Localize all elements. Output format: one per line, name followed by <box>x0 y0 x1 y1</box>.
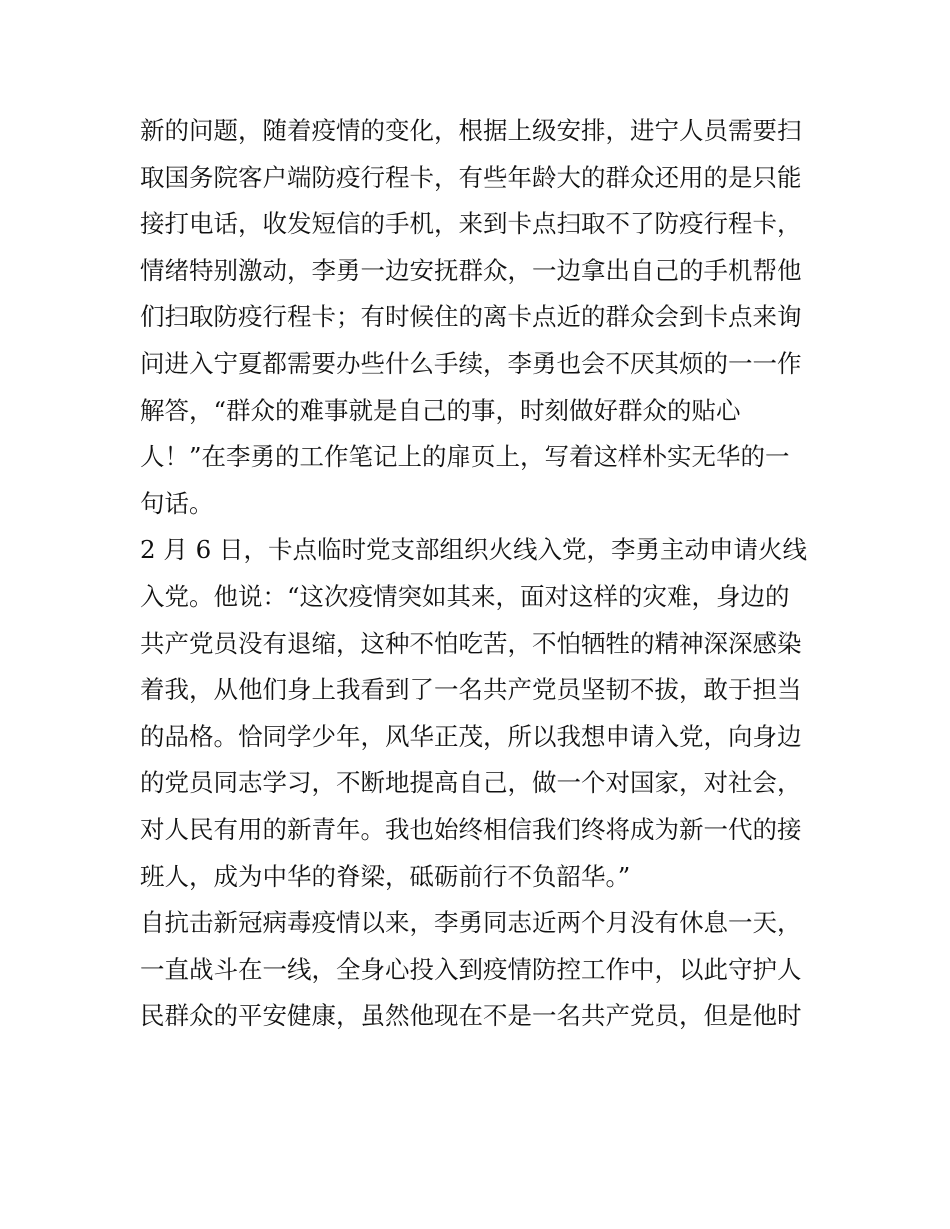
text-line: 解答，“群众的难事就是自己的事，时刻做好群众的贴心 <box>140 395 741 425</box>
text-line: 接打电话，收发短信的手机，来到卡点扫取不了防疫行程卡， <box>140 209 802 239</box>
text-line: 的品格。恰同学少年，风华正茂，所以我想申请入党，向身边 <box>140 721 802 751</box>
text-line: 自抗击新冠病毒疫情以来，李勇同志近两个月没有休息一天， <box>140 908 802 938</box>
text-line: 共产党员没有退缩，这种不怕吃苦，不怕牺牲的精神深深感染 <box>140 628 802 658</box>
text-line: 一直战斗在一线，全身心投入到疫情防控工作中，以此守护人 <box>140 954 802 984</box>
text-line: 取国务院客户端防疫行程卡，有些年龄大的群众还用的是只能 <box>140 162 802 192</box>
text-line: 民群众的平安健康，虽然他现在不是一名共产党员，但是他时 <box>140 1001 802 1031</box>
text-line: 的党员同志学习，不断地提高自己，做一个对国家，对社会， <box>140 768 802 798</box>
text-line: 着我，从他们身上我看到了一名共产党员坚韧不拔，敢于担当 <box>140 675 802 705</box>
text-line: 对人民有用的新青年。我也始终相信我们终将成为新一代的接 <box>140 814 802 844</box>
text-line: 情绪特别激动，李勇一边安抚群众，一边拿出自己的手机帮他 <box>140 255 802 285</box>
body-text <box>140 108 830 1040</box>
text-line: 入党。他说：“这次疫情突如其来，面对这样的灾难，身边的 <box>140 581 790 611</box>
text-line: 们扫取防疫行程卡；有时候住的离卡点近的群众会到卡点来询 <box>140 302 802 332</box>
text-line: 2 月 6 日，卡点临时党支部组织火线入党，李勇主动申请火线 <box>140 535 808 565</box>
text-line: 句话。 <box>140 488 214 518</box>
text-line: 问进入宁夏都需要办些什么手续，李勇也会不厌其烦的一一作 <box>140 348 802 378</box>
text-line: 新的问题，随着疫情的变化，根据上级安排，进宁人员需要扫 <box>140 116 802 145</box>
text-line: 人！”在李勇的工作笔记上的扉页上，写着这样朴实无华的一 <box>140 442 790 472</box>
text-line: 班人，成为中华的脊梁，砥砺前行不负韶华。” <box>140 861 631 891</box>
